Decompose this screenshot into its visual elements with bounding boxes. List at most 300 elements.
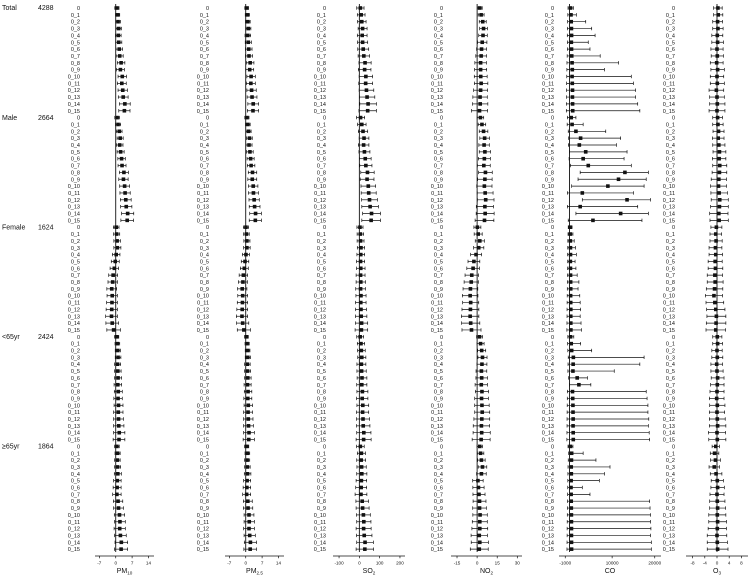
- point-estimate: [483, 205, 487, 209]
- point-estimate: [364, 75, 368, 79]
- lag-label: 0_7: [70, 163, 80, 170]
- lag-label: 0_2: [433, 348, 443, 355]
- lag-label: 0_11: [663, 81, 675, 88]
- lag-label: 0_9: [199, 396, 209, 403]
- lag-label: 0_8: [199, 499, 209, 506]
- point-estimate: [360, 328, 364, 332]
- point-estimate: [715, 61, 719, 65]
- lag-label: 0_12: [662, 307, 675, 314]
- point-estimate: [361, 40, 365, 44]
- lag-label: 0_2: [199, 238, 209, 245]
- point-estimate: [716, 123, 720, 127]
- lag-label: 0_11: [314, 519, 326, 526]
- lag-label: 0_1: [665, 12, 675, 19]
- lag-label: 0_15: [662, 108, 675, 115]
- point-estimate: [718, 198, 722, 202]
- point-estimate: [469, 280, 473, 284]
- point-estimate: [468, 294, 472, 298]
- lag-label: 0_6: [433, 47, 443, 54]
- point-estimate: [568, 232, 572, 236]
- axis-tick-label: -8: [690, 560, 695, 566]
- lag-label: 0_5: [70, 259, 80, 266]
- point-estimate: [718, 205, 722, 209]
- point-estimate: [570, 47, 574, 51]
- point-estimate: [360, 34, 364, 38]
- point-estimate: [484, 198, 488, 202]
- point-estimate: [716, 40, 720, 44]
- lag-label: 0_13: [196, 95, 209, 102]
- point-estimate: [714, 445, 718, 449]
- lag-label: 0_1: [70, 451, 80, 458]
- lag-label: 0_11: [68, 81, 80, 88]
- lag-label: 0_8: [199, 280, 209, 286]
- group-n-label: 2424: [38, 334, 54, 341]
- point-estimate: [361, 27, 365, 31]
- point-estimate: [361, 424, 365, 428]
- point-estimate: [113, 267, 117, 271]
- point-estimate: [715, 225, 719, 229]
- axis-tick-label: 4: [727, 560, 731, 566]
- lag-label: 0_14: [196, 211, 209, 218]
- point-estimate: [251, 109, 255, 113]
- point-estimate: [359, 13, 363, 17]
- point-estimate: [482, 27, 486, 31]
- lag-label: 0_10: [196, 512, 209, 519]
- point-estimate: [240, 314, 244, 318]
- lag-label: 0_9: [316, 177, 326, 184]
- lag-label: 0_3: [544, 136, 554, 143]
- lag-label: 0_14: [313, 101, 326, 108]
- lag-label: 0_9: [544, 396, 554, 403]
- point-estimate: [476, 232, 480, 236]
- point-estimate: [716, 20, 720, 24]
- point-estimate: [118, 54, 122, 58]
- lag-label: 0_10: [67, 403, 80, 410]
- lag-label: 0_11: [542, 410, 554, 417]
- point-estimate: [358, 335, 362, 339]
- lag-label: 0_1: [433, 122, 443, 129]
- point-estimate: [480, 362, 484, 366]
- point-estimate: [478, 527, 482, 531]
- lag-label: 0_8: [316, 499, 326, 506]
- lag-label: 0_13: [662, 423, 675, 430]
- lag-label: 0_14: [430, 540, 443, 547]
- lag-label: 0_15: [430, 218, 443, 225]
- lag-label: 0_13: [67, 533, 80, 540]
- lag-label: 0_3: [70, 26, 80, 33]
- pollutant-label: $O_3$: [712, 568, 722, 576]
- lag-label: 0_11: [542, 300, 554, 307]
- point-estimate: [359, 301, 363, 305]
- point-estimate: [569, 267, 573, 271]
- point-estimate: [478, 6, 482, 10]
- lag-label: 0: [671, 115, 675, 122]
- point-estimate: [716, 438, 720, 442]
- point-estimate: [246, 123, 250, 127]
- point-estimate: [116, 356, 120, 360]
- lag-label: 0_13: [67, 423, 80, 430]
- point-estimate: [117, 417, 121, 421]
- lag-label: 0_2: [433, 129, 443, 136]
- lag-label: 0_2: [316, 348, 326, 355]
- lag-label: 0_8: [665, 60, 675, 67]
- point-estimate: [359, 6, 363, 10]
- point-estimate: [359, 308, 363, 312]
- point-estimate: [571, 95, 575, 99]
- point-estimate: [478, 102, 482, 106]
- lag-label: 0_7: [199, 492, 209, 499]
- lag-label: 0_14: [67, 101, 80, 108]
- point-estimate: [116, 397, 120, 401]
- lag-label: 0_15: [196, 108, 209, 115]
- point-estimate: [119, 150, 123, 154]
- lag-label: 0_15: [67, 547, 80, 554]
- lag-label: 0_6: [665, 266, 675, 273]
- lag-label: 0_14: [541, 430, 554, 437]
- point-estimate: [361, 410, 365, 414]
- point-estimate: [246, 465, 250, 469]
- lag-label: 0_13: [662, 95, 675, 102]
- point-estimate: [713, 260, 717, 264]
- lag-label: 0_3: [199, 355, 209, 362]
- lag-label: 0_1: [665, 122, 675, 129]
- lag-label: 0: [671, 334, 675, 341]
- lag-label: 0: [550, 225, 554, 232]
- point-estimate: [569, 239, 573, 243]
- point-estimate: [362, 534, 366, 538]
- lag-label: 0_1: [316, 122, 326, 129]
- point-estimate: [246, 20, 250, 24]
- point-estimate: [365, 95, 369, 99]
- lag-label: 0_7: [433, 273, 443, 280]
- lag-label: 0_2: [544, 238, 554, 245]
- point-estimate: [246, 390, 250, 394]
- point-estimate: [245, 116, 249, 120]
- lag-label: 0_9: [665, 177, 675, 184]
- point-estimate: [716, 376, 720, 380]
- point-estimate: [117, 424, 121, 428]
- lag-label: 0_14: [196, 540, 209, 547]
- lag-label: 0_2: [316, 238, 326, 245]
- lag-label: 0_9: [316, 396, 326, 403]
- point-estimate: [715, 88, 719, 92]
- lag-label: 0_11: [431, 410, 443, 417]
- point-estimate: [716, 136, 720, 140]
- point-estimate: [569, 13, 573, 17]
- point-estimate: [250, 88, 254, 92]
- lag-label: 0_7: [433, 382, 443, 389]
- lag-label: 0_14: [662, 430, 675, 437]
- point-estimate: [248, 150, 252, 154]
- lag-label: 0_4: [70, 33, 80, 40]
- lag-label: 0_13: [662, 533, 675, 540]
- lag-label: 0_2: [665, 238, 675, 245]
- lag-label: 0_9: [199, 286, 209, 293]
- lag-label: 0_10: [313, 184, 326, 191]
- lag-label: 0_12: [541, 526, 554, 533]
- point-estimate: [479, 82, 483, 86]
- point-estimate: [117, 404, 121, 408]
- axis-tick-label: -7: [97, 560, 102, 566]
- lag-label: 0_13: [662, 204, 675, 211]
- point-estimate: [359, 116, 363, 120]
- point-estimate: [714, 239, 718, 243]
- point-estimate: [606, 184, 610, 188]
- lag-label: 0_8: [316, 389, 326, 396]
- lag-label: 0_8: [544, 60, 554, 67]
- lag-label: 0: [671, 444, 675, 451]
- lag-label: 0_4: [199, 252, 209, 259]
- lag-label: 0_6: [316, 47, 326, 54]
- lag-label: 0_4: [433, 471, 443, 478]
- lag-label: 0_5: [544, 369, 554, 376]
- point-estimate: [483, 219, 487, 223]
- lag-label: 0_6: [70, 485, 80, 492]
- point-estimate: [570, 472, 574, 476]
- lag-label: 0_5: [665, 149, 675, 156]
- point-estimate: [359, 287, 363, 291]
- lag-label: 0_10: [196, 403, 209, 410]
- axis-tick-label: 0: [244, 560, 248, 566]
- point-estimate: [569, 116, 573, 120]
- point-estimate: [116, 458, 120, 462]
- lag-label: 0_7: [433, 492, 443, 499]
- point-estimate: [247, 520, 251, 524]
- lag-label: 0_10: [541, 74, 554, 81]
- point-estimate: [246, 472, 250, 476]
- lag-label: 0_5: [665, 369, 675, 376]
- point-estimate: [247, 513, 251, 517]
- point-estimate: [570, 34, 574, 38]
- point-estimate: [116, 369, 120, 373]
- lag-label: 0_10: [430, 184, 443, 191]
- point-estimate: [249, 75, 253, 79]
- point-estimate: [715, 95, 719, 99]
- lag-label: 0_10: [430, 74, 443, 81]
- lag-label: 0_1: [70, 341, 80, 348]
- lag-label: 0: [76, 6, 80, 12]
- point-estimate: [570, 534, 574, 538]
- lag-label: 0_8: [544, 280, 554, 286]
- lag-label: 0_13: [196, 204, 209, 211]
- point-estimate: [480, 390, 484, 394]
- point-estimate: [483, 184, 487, 188]
- lag-label: 0_14: [541, 321, 554, 328]
- point-estimate: [479, 383, 483, 387]
- lag-label: 0_6: [70, 266, 80, 273]
- point-estimate: [579, 136, 583, 140]
- lag-label: 0_2: [665, 19, 675, 26]
- point-estimate: [245, 458, 249, 462]
- point-estimate: [483, 136, 487, 140]
- point-estimate: [480, 123, 484, 127]
- point-estimate: [118, 513, 122, 517]
- lag-label: 0_11: [197, 519, 209, 526]
- point-estimate: [569, 328, 573, 332]
- point-estimate: [116, 410, 120, 414]
- lag-label: 0_10: [67, 293, 80, 300]
- point-estimate: [359, 458, 363, 462]
- point-estimate: [482, 164, 486, 168]
- point-estimate: [715, 349, 719, 353]
- point-estimate: [478, 520, 482, 524]
- point-estimate: [479, 13, 483, 17]
- lag-label: 0_13: [541, 314, 554, 321]
- lag-label: 0_13: [313, 204, 326, 211]
- lag-label: 0_5: [316, 478, 326, 485]
- lag-label: 0_5: [316, 259, 326, 266]
- lag-label: 0_10: [662, 74, 675, 81]
- point-estimate: [716, 13, 720, 17]
- lag-label: 0_2: [665, 458, 675, 465]
- axis-tick-label: 15: [494, 560, 500, 566]
- lag-label: 0: [439, 444, 443, 451]
- lag-label: 0_5: [70, 478, 80, 485]
- axis-tick-label: 0: [475, 560, 479, 566]
- lag-label: 0_11: [197, 81, 209, 88]
- point-estimate: [247, 438, 251, 442]
- lag-label: 0_9: [199, 506, 209, 513]
- lag-label: 0_4: [316, 471, 326, 478]
- lag-label: 0_10: [662, 184, 675, 191]
- point-estimate: [717, 130, 721, 134]
- point-estimate: [569, 479, 573, 483]
- lag-label: 0_14: [662, 321, 675, 328]
- point-estimate: [245, 493, 249, 497]
- axis-tick-label: 7: [260, 560, 264, 566]
- lag-label: 0_5: [433, 149, 443, 156]
- lag-label: 0: [671, 6, 675, 12]
- lag-label: 0_5: [70, 149, 80, 156]
- lag-label: 0_5: [199, 478, 209, 485]
- point-estimate: [477, 486, 481, 490]
- point-estimate: [248, 534, 252, 538]
- lag-label: 0_1: [70, 122, 80, 129]
- point-estimate: [362, 513, 366, 517]
- lag-label: 0_7: [544, 163, 554, 170]
- point-estimate: [716, 383, 720, 387]
- point-estimate: [570, 27, 574, 31]
- lag-label: 0_14: [662, 101, 675, 108]
- point-estimate: [362, 527, 366, 531]
- point-estimate: [478, 499, 482, 503]
- point-estimate: [112, 328, 116, 332]
- lag-label: 0_11: [68, 190, 80, 197]
- point-estimate: [481, 20, 485, 24]
- lag-label: 0_5: [199, 259, 209, 266]
- point-estimate: [715, 534, 719, 538]
- lag-label: 0_9: [544, 177, 554, 184]
- lag-label: 0_15: [313, 437, 326, 444]
- lag-label: 0_13: [430, 314, 443, 321]
- lag-label: 0_6: [665, 47, 675, 54]
- lag-label: 0_12: [430, 526, 443, 533]
- lag-label: 0_5: [665, 478, 675, 485]
- lag-label: 0_8: [433, 60, 443, 67]
- lag-label: 0_12: [67, 197, 80, 204]
- lag-label: 0_8: [316, 60, 326, 67]
- lag-label: 0_15: [313, 108, 326, 115]
- lag-label: 0_4: [665, 471, 675, 478]
- lag-label: 0_15: [67, 218, 80, 225]
- point-estimate: [245, 6, 249, 10]
- point-estimate: [361, 417, 365, 421]
- lag-label: 0_11: [314, 81, 326, 88]
- point-estimate: [569, 287, 573, 291]
- point-estimate: [478, 506, 482, 510]
- axis-tick-label: 14: [145, 560, 152, 566]
- lag-label: 0_2: [199, 458, 209, 465]
- lag-label: 0_7: [316, 492, 326, 499]
- point-estimate: [360, 362, 364, 366]
- point-estimate: [116, 376, 120, 380]
- point-estimate: [571, 431, 575, 435]
- lag-label: 0_1: [199, 12, 209, 19]
- point-estimate: [247, 47, 251, 51]
- lag-label: 0_11: [431, 81, 443, 88]
- lag-label: 0_2: [199, 19, 209, 26]
- point-estimate: [716, 356, 720, 360]
- point-estimate: [122, 177, 126, 181]
- point-estimate: [363, 61, 367, 65]
- point-estimate: [359, 246, 363, 250]
- point-estimate: [715, 314, 719, 318]
- point-estimate: [115, 335, 119, 339]
- lag-label: 0_14: [313, 321, 326, 328]
- lag-label: 0_6: [544, 156, 554, 163]
- lag-label: 0: [76, 444, 80, 451]
- point-estimate: [569, 280, 573, 284]
- lag-label: 0_10: [196, 74, 209, 81]
- axis-tick-label: -100: [334, 560, 344, 566]
- lag-label: 0_11: [663, 519, 675, 526]
- point-estimate: [364, 82, 368, 86]
- point-estimate: [247, 54, 251, 58]
- point-estimate: [569, 314, 573, 318]
- point-estimate: [115, 239, 119, 243]
- point-estimate: [569, 465, 573, 469]
- lag-label: 0_10: [313, 74, 326, 81]
- lag-label: 0_2: [544, 19, 554, 26]
- point-estimate: [483, 177, 487, 181]
- lag-label: 0: [322, 6, 326, 12]
- lag-label: 0_13: [541, 204, 554, 211]
- lag-label: 0_9: [199, 177, 209, 184]
- lag-label: 0_3: [665, 355, 675, 362]
- lag-label: 0_14: [196, 101, 209, 108]
- lag-label: 0_2: [544, 129, 554, 136]
- lag-label: 0_6: [544, 266, 554, 273]
- lag-label: 0_8: [433, 499, 443, 506]
- point-estimate: [118, 520, 122, 524]
- lag-label: 0_11: [542, 81, 554, 88]
- point-estimate: [569, 301, 573, 305]
- point-estimate: [240, 287, 244, 291]
- lag-label: 0_2: [70, 238, 80, 245]
- point-estimate: [480, 376, 484, 380]
- pollutant-label: $NO_2$: [479, 568, 494, 576]
- lag-label: 0_9: [544, 506, 554, 513]
- lag-label: 0_8: [433, 389, 443, 396]
- point-estimate: [713, 301, 717, 305]
- lag-label: 0_5: [199, 369, 209, 376]
- point-estimate: [716, 506, 720, 510]
- lag-label: 0_12: [662, 197, 675, 204]
- point-estimate: [478, 541, 482, 545]
- point-estimate: [715, 493, 719, 497]
- lag-label: 0_15: [662, 218, 675, 225]
- lag-label: 0_13: [67, 314, 80, 321]
